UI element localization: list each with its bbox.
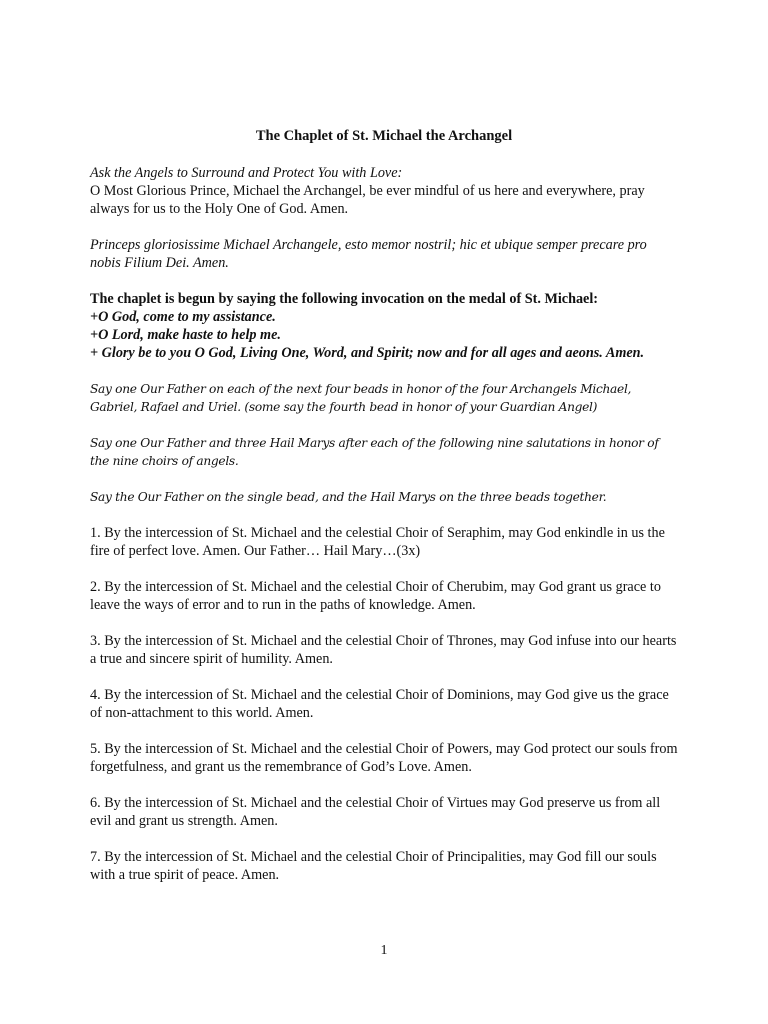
document-body [90, 164, 680, 902]
instruction-archangels: Say one Our Father on each of the next four beads in honor of the four Archangels Michael, Gabriel, Rafael and Uriel. (some say the fourth bead in honor of your Guardian Angel) [90, 382, 632, 414]
prayer-latin: Princeps gloriosissime Michael Archangele, esto memor nostril; hic et ubique semper precare pro nobis Filium Dei. Amen. [90, 237, 647, 271]
salutation-item: 7. By the intercession of St. Michael and the celestial Choir of Principalities, may God fill our souls with a true spirit of peace. Amen. [90, 849, 657, 883]
page-number: 1 [380, 943, 388, 958]
salutation-item: 4. By the intercession of St. Michael and the celestial Choir of Dominions, may God give us the grace of non-attachment to this world. Amen. [90, 687, 669, 721]
salutation-item: 1. By the intercession of St. Michael and the celestial Choir of Seraphim, may God enkindle in us the fire of perfect love. Amen. Our Father… Hail Mary…(3x) [90, 525, 665, 559]
salutation-item: 2. By the intercession of St. Michael and the celestial Choir of Cherubim, may God grant us grace to leave the ways of error and to run in the paths of knowledge. Amen. [90, 579, 661, 613]
invocation-line: +O God, come to my assistance. [90, 309, 276, 325]
salutation-item: 5. By the intercession of St. Michael and the celestial Choir of Powers, may God protect our souls from forgetfulness, and grant us the remembrance of God’s Love. Amen. [90, 741, 678, 775]
invocation-line: + Glory be to you O God, Living One, Word, and Spirit; now and for all ages and aeons. Amen. [90, 345, 645, 361]
salutation-item: 6. By the intercession of St. Michael and the celestial Choir of Virtues may God preserve us from all evil and grant us strength. Amen. [90, 795, 661, 829]
prayer-english: O Most Glorious Prince, Michael the Archangel, be ever mindful of us here and everywhere, pray always for us to the Holy One of God. Amen. [90, 183, 645, 217]
instruction-beads: Say the Our Father on the single bead, and the Hail Marys on the three beads together. [90, 490, 607, 504]
intro-heading: Ask the Angels to Surround and Protect You with Love: [90, 165, 403, 181]
invocation-intro: The chaplet is begun by saying the following invocation on the medal of St. Michael: [90, 291, 599, 307]
invocation-line: +O Lord, make haste to help me. [90, 327, 281, 343]
instruction-choirs: Say one Our Father and three Hail Marys after each of the following nine salutations in honor of the nine choirs of angels. [90, 436, 659, 468]
document-title: The Chaplet of St. Michael the Archangel [255, 128, 513, 144]
salutation-item: 3. By the intercession of St. Michael and the celestial Choir of Thrones, may God infuse into our hearts a true and sincere spirit of humility. Amen. [90, 633, 677, 667]
